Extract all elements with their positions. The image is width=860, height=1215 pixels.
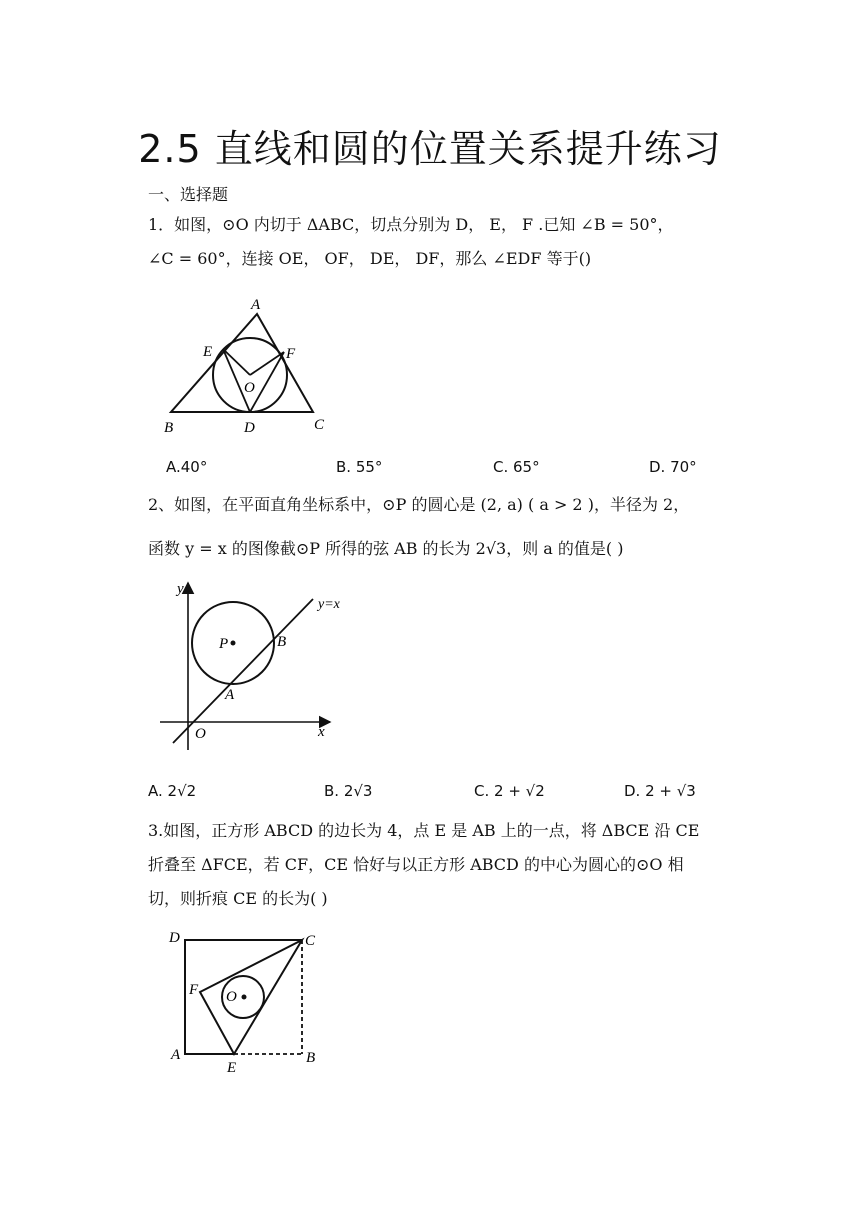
label-d: D	[244, 420, 255, 436]
label-d: D	[169, 930, 180, 946]
q2-text-line2: 函数 y = x 的图像截⊙P 所得的弦 AB 的长为 2√3，则 a 的值是( )	[148, 539, 624, 558]
q2-option-c[interactable]: C. 2 + √2	[474, 782, 545, 800]
q3-text-line2: 折叠至 ΔFCE，若 CF，CE 恰好与以正方形 ABCD 的中心为圆心的⊙O 相	[148, 855, 684, 874]
label-a: A	[251, 297, 261, 313]
center-o-dot	[242, 995, 247, 1000]
label-f: F	[189, 982, 199, 998]
q1-option-c[interactable]: C. 65°	[493, 458, 540, 476]
q3-text-line1: 3.如图，正方形 ABCD 的边长为 4，点 E 是 AB 上的一点，将 ΔBCE 沿 CE	[148, 821, 700, 840]
center-p-dot	[231, 641, 236, 646]
label-a: A	[225, 687, 235, 703]
label-f: F	[286, 346, 296, 362]
segment-oe	[223, 349, 250, 375]
label-o: O	[244, 380, 255, 396]
q1-option-a[interactable]: A.40°	[166, 458, 208, 476]
label-o: O	[226, 989, 237, 1005]
triangle-abc	[171, 314, 313, 412]
label-e: E	[203, 344, 213, 360]
q1-option-b[interactable]: B. 55°	[336, 458, 383, 476]
q1-text-line2: ∠C = 60°，连接 OE， OF， DE， DF，那么 ∠EDF 等于()	[148, 249, 592, 268]
q2-option-d[interactable]: D. 2 + √3	[624, 782, 696, 800]
label-c: C	[305, 933, 316, 949]
label-b: B	[164, 420, 174, 436]
triangle-fce	[200, 940, 302, 1054]
q3-figure	[160, 922, 335, 1077]
q2-option-b[interactable]: B. 2√3	[324, 782, 373, 800]
q1-option-d[interactable]: D. 70°	[649, 458, 697, 476]
label-b: B	[306, 1050, 316, 1066]
q2-option-a[interactable]: A. 2√2	[148, 782, 197, 800]
label-e: E	[227, 1060, 237, 1076]
label-p: P	[219, 636, 229, 652]
label-y: y	[177, 581, 184, 597]
q1-figure	[155, 292, 335, 437]
label-o: O	[195, 726, 206, 742]
page-title: 2.5 直线和圆的位置关系提升练习	[138, 127, 722, 171]
label-a: A	[171, 1047, 181, 1063]
label-c: C	[314, 417, 325, 433]
segment-of	[250, 352, 284, 375]
q2-text-line1: 2、如图，在平面直角坐标系中，⊙P 的圆心是 (2, a) ( a > 2 )，半径为 2，	[148, 495, 690, 514]
q2-figure	[155, 575, 350, 755]
segment-df	[250, 352, 284, 412]
label-x: x	[318, 724, 325, 740]
label-b: B	[277, 634, 287, 650]
q3-text-line3: 切，则折痕 CE 的长为( )	[148, 889, 328, 908]
q1-text-line1: 1．如图，⊙O 内切于 ΔABC，切点分别为 D， E， F .已知 ∠B = 50°，	[148, 215, 674, 234]
label-line: y=x	[318, 597, 340, 612]
section-heading: 一、选择题	[148, 185, 229, 204]
